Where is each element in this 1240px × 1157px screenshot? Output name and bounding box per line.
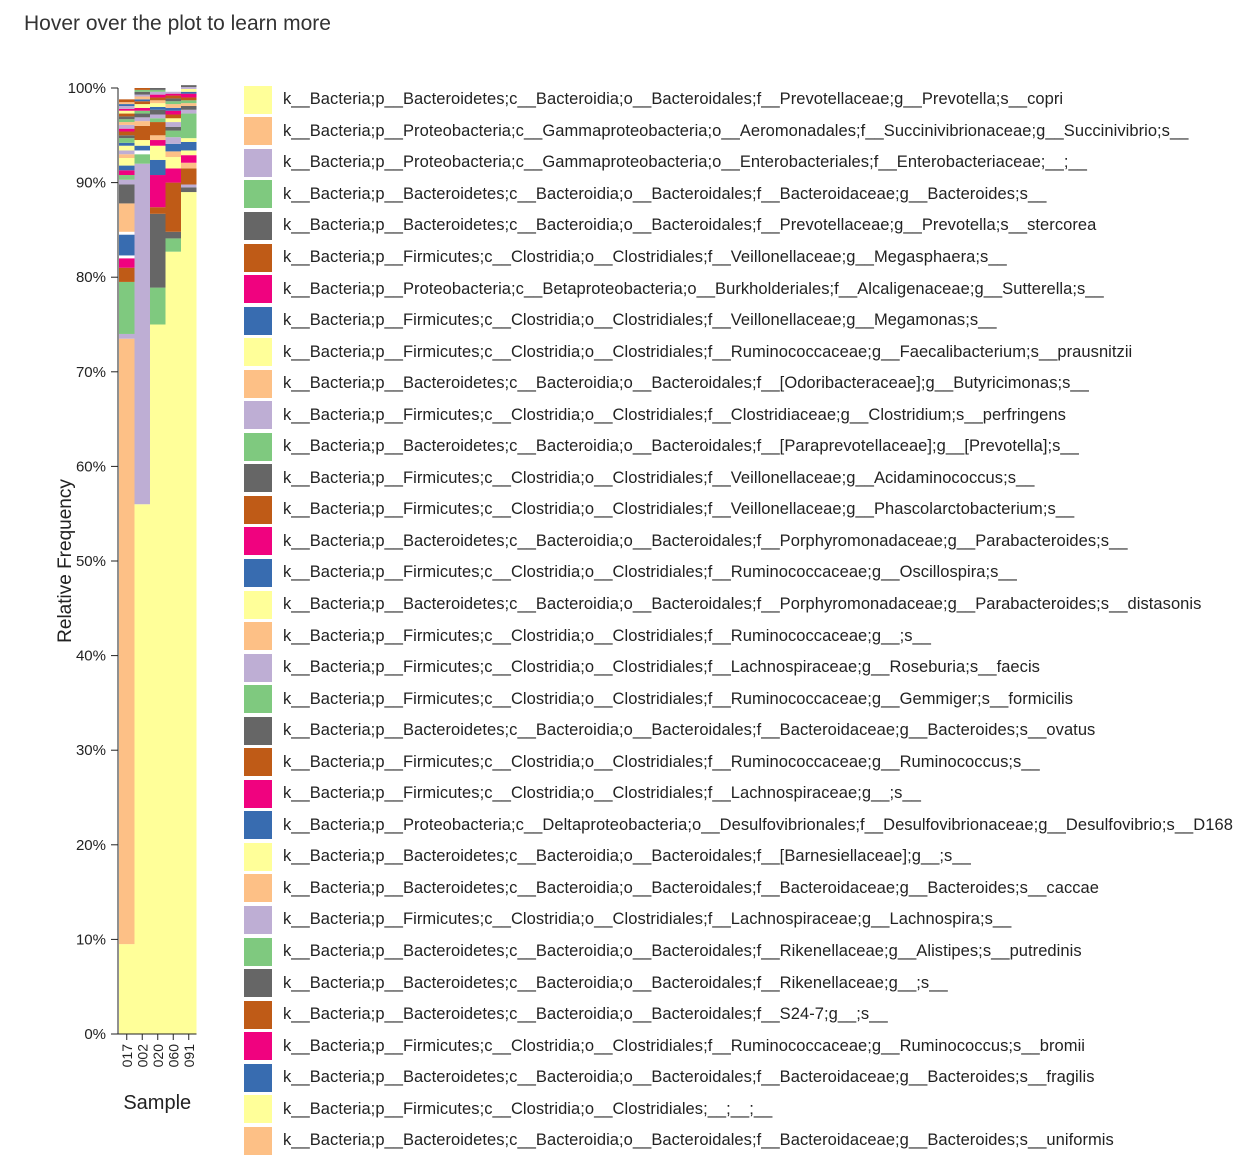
legend-label: k__Bacteria;p__Bacteroidetes;c__Bacteroidia;o__Bacteroidales;f__S24-7;g__;s__ <box>283 1005 888 1024</box>
legend-swatch <box>244 496 272 524</box>
legend-swatch <box>244 874 272 902</box>
bar-segment[interactable] <box>150 160 166 175</box>
legend-swatch <box>244 464 272 492</box>
legend-swatch <box>244 180 272 208</box>
bar-segment[interactable] <box>181 97 197 100</box>
bar-segment[interactable] <box>119 104 135 106</box>
legend-swatch <box>244 1064 272 1092</box>
bar-segment[interactable] <box>166 118 182 122</box>
legend-label: k__Bacteria;p__Bacteroidetes;c__Bacteroidia;o__Bacteroidales;f__Bacteroidaceae;g__Bacteroides;s__ <box>283 184 1047 203</box>
legend-swatch <box>244 1095 272 1123</box>
legend-label: k__Bacteria;p__Firmicutes;c__Clostridia;o__Clostridiales;f__Ruminococcaceae;g__Ruminococcus;s__bromii <box>283 1036 1086 1055</box>
legend-swatch <box>244 811 272 839</box>
legend-swatch <box>244 843 272 871</box>
y-tick-label: 80% <box>75 269 106 287</box>
legend-item[interactable] <box>244 179 1233 211</box>
legend-label: k__Bacteria;p__Bacteroidetes;c__Bacteroidia;o__Bacteroidales;f__[Paraprevotellaceae];g__[Prevotella];s__ <box>283 437 1079 456</box>
legend-label: k__Bacteria;p__Bacteroidetes;c__Bacteroidia;o__Bacteroidales;f__Prevotellaceae;g__Prevotella;s__stercorea <box>283 216 1097 235</box>
bar-segment[interactable] <box>166 122 182 127</box>
legend-item[interactable] <box>244 526 1233 558</box>
bar-segment[interactable] <box>135 88 151 90</box>
legend-item[interactable] <box>244 652 1233 684</box>
bar-segment[interactable] <box>150 135 166 140</box>
legend-swatch <box>244 149 272 177</box>
legend-item[interactable] <box>244 494 1233 526</box>
bar-segment[interactable] <box>150 110 166 115</box>
bar-segment[interactable] <box>150 122 166 135</box>
legend-label: k__Bacteria;p__Firmicutes;c__Clostridia;o__Clostridiales;f__Ruminococcaceae;g__Faecalibacterium;s__prausnitzii <box>283 342 1133 361</box>
bar-segment[interactable] <box>150 103 166 107</box>
bar-segment[interactable] <box>166 98 182 101</box>
y-tick-label: 10% <box>75 931 106 949</box>
bar-segment[interactable] <box>119 138 135 143</box>
legend-label: k__Bacteria;p__Proteobacteria;c__Betaproteobacteria;o__Burkholderiales;f__Alcaligenaceae;g__Sutterella;s__ <box>283 279 1104 298</box>
legend-item[interactable] <box>244 336 1233 368</box>
bar-segment[interactable] <box>166 127 182 131</box>
bar-segment[interactable] <box>119 180 135 185</box>
legend-item[interactable] <box>244 683 1233 715</box>
bar-segment[interactable] <box>135 101 151 104</box>
x-tick-label: 020 <box>149 1044 166 1068</box>
bar-segment[interactable] <box>150 207 166 214</box>
bar-segment[interactable] <box>166 252 182 1034</box>
bar-segment[interactable] <box>135 146 151 151</box>
bar-segment[interactable] <box>150 288 166 325</box>
legend-swatch <box>244 275 272 303</box>
bar-segment[interactable] <box>166 238 182 251</box>
bar-segment[interactable] <box>119 154 135 158</box>
legend-item[interactable] <box>244 873 1233 905</box>
legend-swatch <box>244 938 272 966</box>
legend-swatch <box>244 212 272 240</box>
legend-swatch <box>244 969 272 997</box>
bar-segment[interactable] <box>166 131 182 138</box>
legend-item[interactable] <box>244 1062 1233 1094</box>
bar-segment[interactable] <box>135 504 151 1034</box>
bar-segment[interactable] <box>119 129 135 132</box>
bar-segment[interactable] <box>135 154 151 163</box>
bar-segment[interactable] <box>119 334 135 339</box>
legend-label: k__Bacteria;p__Bacteroidetes;c__Bacteroidia;o__Bacteroidales;f__Bacteroidaceae;g__Bacteroides;s__ovatus <box>283 721 1096 740</box>
bar-segment[interactable] <box>135 111 151 114</box>
bar-segment[interactable] <box>150 90 166 92</box>
legend-swatch <box>244 748 272 776</box>
legend-item[interactable] <box>244 273 1233 305</box>
bar-segment[interactable] <box>119 339 135 944</box>
legend-label: k__Bacteria;p__Firmicutes;c__Clostridia;o__Clostridiales;f__Veillonellaceae;g__Acidaminococcus;s__ <box>283 468 1035 487</box>
bar-segment[interactable] <box>135 92 151 95</box>
bar-segment[interactable] <box>150 214 166 288</box>
bar-segment[interactable] <box>181 114 197 139</box>
bar-segment[interactable] <box>181 192 197 1034</box>
y-tick-label: 60% <box>75 458 106 476</box>
bar-segment[interactable] <box>135 117 151 121</box>
bar-segment[interactable] <box>150 146 166 160</box>
legend-label: k__Bacteria;p__Proteobacteria;c__Gammaproteobacteria;o__Aeromonadales;f__Succinivibrionaceae;g__Succinivibrio;s__ <box>283 121 1189 140</box>
bar-segment[interactable] <box>135 90 151 92</box>
legend-swatch <box>244 401 272 429</box>
legend-label: k__Bacteria;p__Bacteroidetes;c__Bacteroidia;o__Bacteroidales;f__Bacteroidaceae;g__Bacteroides;s__uniformis <box>283 1131 1114 1150</box>
legend-swatch <box>244 338 272 366</box>
legend-swatch <box>244 86 272 114</box>
bar-segment[interactable] <box>166 101 182 104</box>
legend-label: k__Bacteria;p__Bacteroidetes;c__Bacteroidia;o__Bacteroidales;f__[Odoribacteraceae];g__Butyricimonas;s__ <box>283 374 1089 393</box>
bar-091[interactable] <box>181 85 197 1034</box>
bar-segment[interactable] <box>166 94 182 96</box>
legend-swatch <box>244 117 272 145</box>
bar-segment[interactable] <box>181 150 197 155</box>
legend-item[interactable] <box>244 778 1233 810</box>
bar-segment[interactable] <box>119 235 135 256</box>
legend-label: k__Bacteria;p__Bacteroidetes;c__Bacteroidia;o__Bacteroidales;f__Bacteroidaceae;g__Bacteroides;s__fragilis <box>283 1068 1095 1087</box>
legend-label: k__Bacteria;p__Bacteroidetes;c__Bacteroidia;o__Bacteroidales;f__Porphyromonadaceae;g__Parabacteroides;s__distasonis <box>283 595 1202 614</box>
bar-segment[interactable] <box>166 92 182 94</box>
legend-label: k__Bacteria;p__Bacteroidetes;c__Bacteroidia;o__Bacteroidales;f__Bacteroidaceae;g__Bacteroides;s__caccae <box>283 878 1100 897</box>
legend-label: k__Bacteria;p__Firmicutes;c__Clostridia;o__Clostridiales;f__Ruminococcaceae;g__Ruminococcus;s__ <box>283 752 1040 771</box>
legend-item[interactable] <box>244 116 1233 148</box>
legend-label: k__Bacteria;p__Bacteroidetes;c__Bacteroidia;o__Bacteroidales;f__Porphyromonadaceae;g__Parabacteroides;s__ <box>283 531 1128 550</box>
y-tick-label: 20% <box>75 836 106 854</box>
legend-item[interactable] <box>244 557 1233 589</box>
bar-segment[interactable] <box>150 92 166 95</box>
bar-segment[interactable] <box>181 87 197 89</box>
bar-segment[interactable] <box>135 150 151 154</box>
legend-swatch <box>244 370 272 398</box>
bar-segment[interactable] <box>119 158 135 166</box>
bar-segment[interactable] <box>119 106 135 109</box>
bar-segment[interactable] <box>119 102 135 104</box>
legend-label: k__Bacteria;p__Bacteroidetes;c__Bacteroidia;o__Bacteroidales;f__[Barnesiellaceae];g__;s__ <box>283 847 971 866</box>
legend-item[interactable] <box>244 84 1233 116</box>
bar-segment[interactable] <box>181 106 197 110</box>
bar-segment[interactable] <box>119 135 135 138</box>
bar-segment[interactable] <box>181 138 197 142</box>
bar-segment[interactable] <box>150 95 166 98</box>
legend-label: k__Bacteria;p__Firmicutes;c__Clostridia;o__Clostridiales;f__Veillonellaceae;g__Megamonas;s__ <box>283 311 997 330</box>
bar-segment[interactable] <box>181 168 197 184</box>
y-tick-label: 70% <box>75 363 106 381</box>
legend-swatch <box>244 527 272 555</box>
bar-segment[interactable] <box>119 944 135 1034</box>
legend-item[interactable] <box>244 1125 1233 1157</box>
bar-segment[interactable] <box>119 282 135 334</box>
bar-segment[interactable] <box>166 96 182 99</box>
bar-segment[interactable] <box>119 111 135 114</box>
legend-swatch <box>244 906 272 934</box>
legend-label: k__Bacteria;p__Firmicutes;c__Clostridia;o__Clostridiales;f__Clostridiaceae;g__Clostridium;s__perfringens <box>283 405 1066 424</box>
y-axis-title: Relative Frequency <box>55 479 76 643</box>
bar-segment[interactable] <box>119 170 135 175</box>
bar-segment[interactable] <box>181 184 197 187</box>
bar-segment[interactable] <box>119 150 135 154</box>
legend-item[interactable] <box>244 431 1233 463</box>
bar-segment[interactable] <box>119 125 135 129</box>
bar-segment[interactable] <box>135 164 151 505</box>
bar-segment[interactable] <box>166 144 182 152</box>
x-axis-title: Sample <box>123 1092 192 1114</box>
stacked-bar-chart[interactable] <box>0 0 240 1138</box>
y-tick-label: 50% <box>75 553 106 570</box>
legend-item[interactable] <box>244 463 1233 495</box>
legend-item[interactable] <box>244 904 1233 936</box>
bar-segment[interactable] <box>150 325 166 1035</box>
legend-label: k__Bacteria;p__Firmicutes;c__Clostridia;o__Clostridiales;f__Ruminococcaceae;g__;s__ <box>283 626 931 645</box>
bar-segment[interactable] <box>119 166 135 171</box>
bar-segment[interactable] <box>135 126 151 140</box>
legend-label: k__Bacteria;p__Firmicutes;c__Clostridia;o__Clostridiales;f__Veillonellaceae;g__Megasphaera;s__ <box>283 248 1007 266</box>
bar-segment[interactable] <box>119 114 135 117</box>
legend-item[interactable] <box>244 620 1233 652</box>
bar-segment[interactable] <box>166 114 182 118</box>
bar-020[interactable] <box>150 88 166 1034</box>
bar-segment[interactable] <box>166 157 182 168</box>
legend-label: k__Bacteria;p__Firmicutes;c__Clostridia;o__Clostridiales;f__Ruminococcaceae;g__Oscillospira;s__ <box>283 563 1017 582</box>
legend-item[interactable] <box>244 936 1233 968</box>
bar-060[interactable] <box>166 92 182 1034</box>
bar-segment[interactable] <box>166 232 182 239</box>
legend-label: k__Bacteria;p__Firmicutes;c__Clostridia;o__Clostridiales;__;__;__ <box>283 1099 773 1118</box>
bar-segment[interactable] <box>181 187 197 192</box>
legend <box>244 84 1233 1157</box>
bar-segment[interactable] <box>135 95 151 97</box>
bar-segment[interactable] <box>181 85 197 87</box>
bar-segment[interactable] <box>181 103 197 106</box>
bar-segment[interactable] <box>166 183 182 232</box>
y-tick-label: 40% <box>75 647 106 665</box>
legend-label: k__Bacteria;p__Firmicutes;c__Clostridia;o__Clostridiales;f__Lachnospiraceae;g__;s__ <box>283 784 921 803</box>
bar-segment[interactable] <box>166 151 182 157</box>
legend-swatch <box>244 654 272 682</box>
bar-segment[interactable] <box>150 175 166 207</box>
legend-item[interactable] <box>244 305 1233 337</box>
bar-segment[interactable] <box>150 140 166 146</box>
legend-swatch <box>244 307 272 335</box>
bar-segment[interactable] <box>119 122 135 125</box>
bar-segment[interactable] <box>135 114 151 118</box>
x-tick-label: 017 <box>118 1044 135 1068</box>
legend-swatch <box>244 559 272 587</box>
bar-segment[interactable] <box>119 143 135 146</box>
y-tick-label: 90% <box>75 174 106 192</box>
bar-segment[interactable] <box>135 104 151 108</box>
bar-segment[interactable] <box>150 118 166 122</box>
bar-segment[interactable] <box>181 94 197 98</box>
bar-segment[interactable] <box>119 132 135 136</box>
bar-segment[interactable] <box>166 137 182 144</box>
bar-segment[interactable] <box>150 100 166 103</box>
bar-segment[interactable] <box>166 104 182 108</box>
legend-swatch <box>244 717 272 745</box>
y-tick-label: 30% <box>75 742 106 760</box>
bar-segment[interactable] <box>135 121 151 126</box>
legend-item[interactable] <box>244 399 1233 431</box>
bar-segment[interactable] <box>119 116 135 119</box>
legend-label: k__Bacteria;p__Bacteroidetes;c__Bacteroidia;o__Bacteroidales;f__Rikenellaceae;g__;s__ <box>283 973 948 992</box>
bar-segment[interactable] <box>181 92 197 94</box>
legend-item[interactable] <box>244 841 1233 873</box>
legend-item[interactable] <box>244 147 1233 179</box>
legend-item[interactable] <box>244 1030 1233 1062</box>
bar-segment[interactable] <box>119 184 135 203</box>
x-tick-label: 002 <box>134 1044 151 1068</box>
bar-segment[interactable] <box>150 114 166 118</box>
x-tick-label: 060 <box>165 1044 182 1068</box>
legend-label: k__Bacteria;p__Firmicutes;c__Clostridia;o__Clostridiales;f__Veillonellaceae;g__Phascolarctobacterium;s__ <box>283 500 1075 519</box>
legend-swatch <box>244 244 272 272</box>
legend-label: k__Bacteria;p__Proteobacteria;c__Gammaproteobacteria;o__Enterobacteriales;f__Enterobacteriaceae;__;__ <box>283 153 1087 172</box>
bar-segment[interactable] <box>135 140 151 146</box>
legend-item[interactable] <box>244 368 1233 400</box>
legend-item[interactable] <box>244 810 1233 842</box>
bar-segment[interactable] <box>181 155 197 163</box>
legend-swatch <box>244 591 272 619</box>
legend-swatch <box>244 433 272 461</box>
bar-segment[interactable] <box>181 100 197 103</box>
legend-swatch <box>244 622 272 650</box>
bar-segment[interactable] <box>119 146 135 151</box>
bar-segment[interactable] <box>181 110 197 114</box>
bar-segment[interactable] <box>119 99 135 102</box>
legend-item[interactable] <box>244 746 1233 778</box>
bar-segment[interactable] <box>181 163 197 169</box>
bar-segment[interactable] <box>150 107 166 110</box>
bar-segment[interactable] <box>166 111 182 115</box>
legend-swatch <box>244 1001 272 1029</box>
bar-002[interactable] <box>135 88 151 1034</box>
bar-segment[interactable] <box>150 97 166 100</box>
bar-segment[interactable] <box>119 258 135 267</box>
bar-segment[interactable] <box>119 203 135 231</box>
bar-segment[interactable] <box>119 119 135 122</box>
legend-label: k__Bacteria;p__Firmicutes;c__Clostridia;o__Clostridiales;f__Lachnospiraceae;g__Roseburia;s__faecis <box>283 658 1040 677</box>
legend-item[interactable] <box>244 589 1233 621</box>
bar-segment[interactable] <box>150 88 166 90</box>
legend-swatch <box>244 1127 272 1155</box>
legend-label: k__Bacteria;p__Firmicutes;c__Clostridia;o__Clostridiales;f__Ruminococcaceae;g__Gemmiger;s__formicilis <box>283 689 1074 708</box>
bar-segment[interactable] <box>119 175 135 180</box>
bar-segment[interactable] <box>135 97 151 100</box>
bar-segment[interactable] <box>119 255 135 258</box>
legend-item[interactable] <box>244 210 1233 242</box>
bar-segment[interactable] <box>119 109 135 111</box>
legend-label: k__Bacteria;p__Bacteroidetes;c__Bacteroidia;o__Bacteroidales;f__Prevotellaceae;g__Prevotella;s__copri <box>283 90 1064 109</box>
legend-item[interactable] <box>244 242 1233 274</box>
bar-segment[interactable] <box>119 268 135 282</box>
bar-segment[interactable] <box>119 232 135 235</box>
bar-segment[interactable] <box>181 142 197 151</box>
bar-segment[interactable] <box>135 108 151 111</box>
y-tick-label: 0% <box>84 1026 106 1043</box>
bar-segment[interactable] <box>135 99 151 101</box>
legend-label: k__Bacteria;p__Bacteroidetes;c__Bacteroidia;o__Bacteroidales;f__Rikenellaceae;g__Alistipes;s__putredinis <box>283 942 1082 961</box>
bar-segment[interactable] <box>166 108 182 111</box>
bar-segment[interactable] <box>181 89 197 92</box>
legend-item[interactable] <box>244 967 1233 999</box>
legend-label: k__Bacteria;p__Firmicutes;c__Clostridia;o__Clostridiales;f__Lachnospiraceae;g__Lachnospira;s__ <box>283 910 1012 929</box>
x-tick-label: 091 <box>180 1044 197 1068</box>
legend-item[interactable] <box>244 1094 1233 1126</box>
hover-hint: Hover over the plot to learn more <box>24 12 331 35</box>
legend-label: k__Bacteria;p__Proteobacteria;c__Deltaproteobacteria;o__Desulfovibrionales;f__Desulfovibrionaceae;g__Desulfovibrio;s__D168 <box>283 815 1233 834</box>
bar-017[interactable] <box>119 99 135 1034</box>
legend-item[interactable] <box>244 999 1233 1031</box>
legend-swatch <box>244 780 272 808</box>
legend-item[interactable] <box>244 715 1233 747</box>
legend-swatch <box>244 1032 272 1060</box>
bar-segment[interactable] <box>166 168 182 182</box>
y-tick-label: 100% <box>67 80 106 97</box>
legend-swatch <box>244 685 272 713</box>
